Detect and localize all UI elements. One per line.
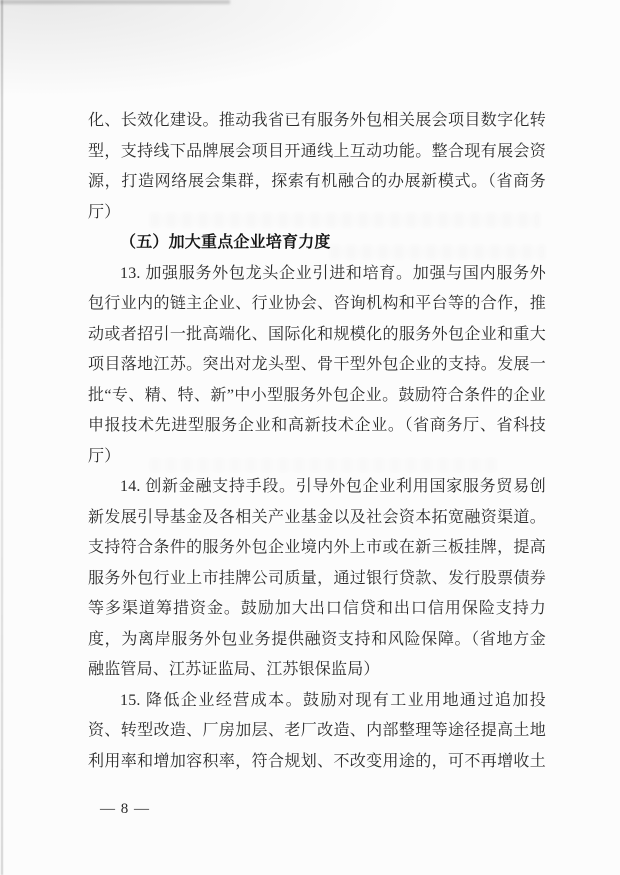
text-line: 融监管局、江苏证监局、江苏银保监局）	[88, 661, 380, 678]
text-line: 13. 加强服务外包龙头企业引进和培育。加强与国内服务外	[120, 264, 546, 282]
text-line: 支持符合条件的服务外包企业境内外上市或在新三板挂牌，提高	[88, 539, 546, 556]
text-line: 服务外包行业上市挂牌公司质量，通过银行贷款、发行股票债券	[88, 569, 546, 587]
text-line: 厅）	[88, 447, 121, 465]
text-line: 批“专、精、特、新”中小型服务外包企业。鼓励符合条件的企业	[88, 386, 546, 404]
text-line: 新发展引导基金及各相关产业基金以及社会资本拓宽融资渠道。	[88, 508, 546, 526]
text-line: 项目落地江苏。突出对龙头型、骨干型外包企业的支持。发展一	[88, 356, 546, 373]
text-line: 资、转型改造、厂房加层、老厂改造、内部整理等途径提高土地	[88, 722, 546, 739]
text-line: 等多渠道筹措资金。鼓励加大出口信贷和出口信用保险支持力	[88, 600, 546, 617]
text-line: 申报技术先进型服务企业和高新技术企业。（省商务厅、省科技	[88, 417, 546, 434]
text-line: 包行业内的链主企业、行业协会、咨询机构和平台等的合作，推	[88, 295, 546, 312]
scan-left-edge-artifact	[1, 0, 3, 875]
text-line: 15. 降低企业经营成本。鼓励对现有工业用地通过追加投	[120, 691, 546, 709]
text-line: 源，打造网络展会集群，探索有机融合的办展新模式。（省商务	[88, 173, 546, 190]
scan-smudge-artifact	[0, 0, 400, 95]
text-line: 型，支持线下品牌展会项目开通线上互动功能。整合现有展会资	[88, 142, 546, 160]
page-number: — 8 —	[100, 801, 150, 817]
text-line: 度，为离岸服务外包业务提供融资支持和风险保障。（省地方金	[88, 630, 546, 648]
text-line: 14. 创新金融支持手段。引导外包企业利用国家服务贸易创	[120, 478, 546, 495]
text-line: 厅）	[88, 203, 121, 221]
document-body	[88, 106, 546, 777]
section-heading: （五）加大重点企业培育力度	[120, 234, 331, 251]
text-line: 动或者招引一批高端化、国际化和规模化的服务外包企业和重大	[88, 325, 546, 343]
scan-topline-artifact	[0, 0, 230, 4]
text-line: 化、长效化建设。推动我省已有服务外包相关展会项目数字化转	[88, 112, 546, 129]
text-line: 利用率和增加容积率，符合规划、不改变用途的，可不再增收土	[88, 752, 546, 770]
